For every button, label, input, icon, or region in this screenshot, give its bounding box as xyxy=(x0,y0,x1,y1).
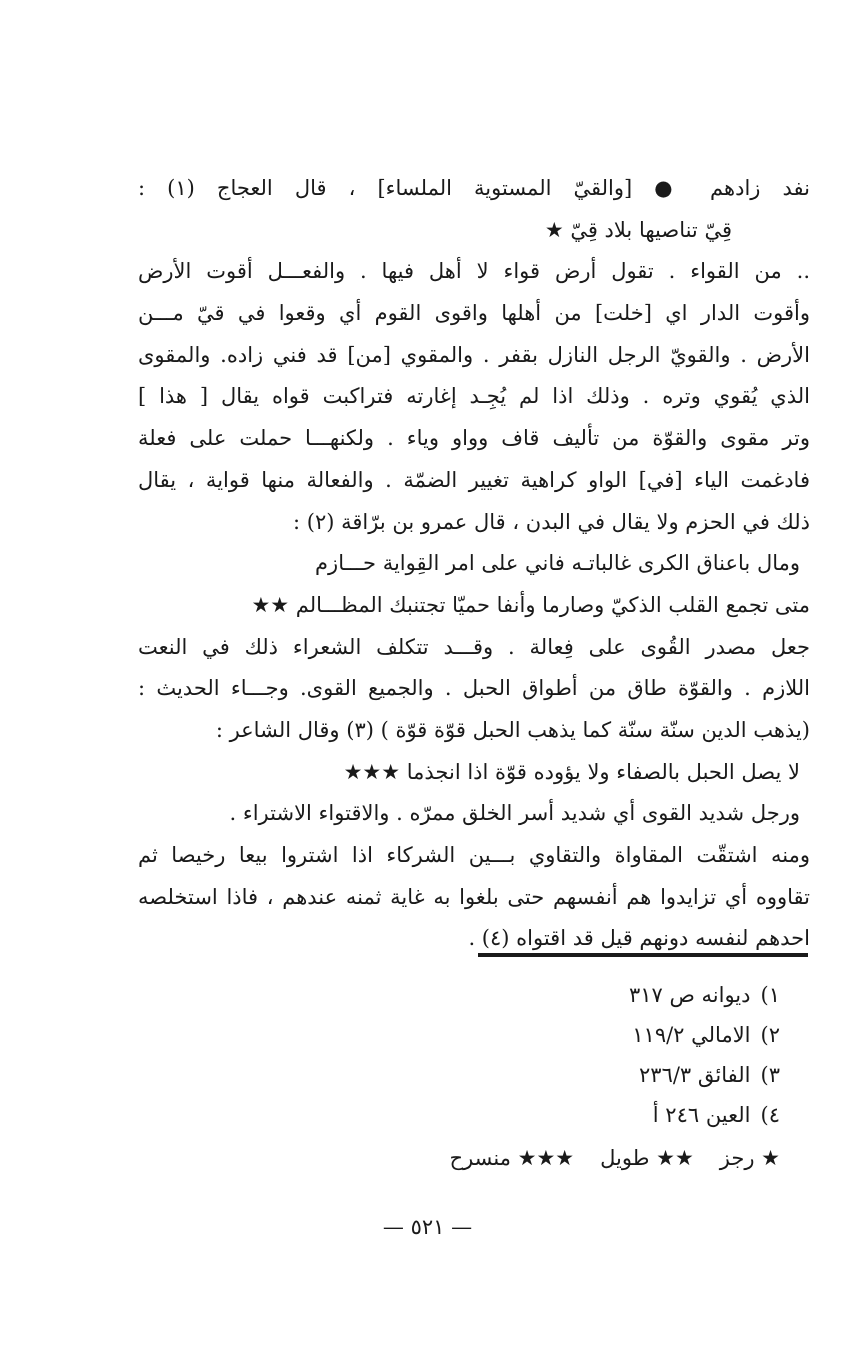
footnote-text: العين ٢٤٦ أ xyxy=(652,1103,751,1127)
legend-munsarih: ★★★ منسرح xyxy=(449,1146,575,1170)
footnote-number: ١) xyxy=(760,983,780,1007)
verse-line: لا يصل الحبل بالصفاء ولا يؤوده قوّة اذا انجذما ★★★ xyxy=(343,759,800,784)
text-line: الأرض . والقويّ الرجل النازل بقفر . والمقوي [من] قد فني زاده. والمقوى xyxy=(138,342,810,367)
footnote-divider xyxy=(478,953,808,957)
footnote-item xyxy=(380,1055,780,1095)
footnote-text: الفائق ٢٣٦/٣ xyxy=(639,1063,751,1087)
verse-line: متى تجمع القلب الذكيّ وصارما وأنفا حميّا تجتنبك المظـــالم ★★ xyxy=(251,592,810,617)
text-line: اللازم . والقوّة طاق من أطواق الحبل . والجميع القوى. وجـــاء الحديث : xyxy=(138,676,810,701)
legend-rajaz: ★ رجز xyxy=(719,1146,780,1170)
text-line: تقاووه أي تزايدوا هم أنفسهم حتى بلغوا به غاية ثمنه عندهم ، فاذا استخلصه xyxy=(138,884,810,909)
text-line: وأقوت الدار اي [خلت] من أهلها واقوى القوم أي وقعوا في قيّ مـــن xyxy=(138,301,810,326)
text-line: وتر مقوى والقوّة من تأليف قاف وواو وياء . ولكنهـــا حملت على فعلة xyxy=(138,426,810,451)
footnote-item xyxy=(380,1015,780,1055)
footnote-number: ٣) xyxy=(760,1063,780,1087)
text-line: ورجل شديد القوى أي شديد أسر الخلق ممرّه . والاقتواء الاشتراء . xyxy=(229,801,800,826)
text-line: ومنه اشتقّت المقاواة والتقاوي بـــين الشركاء اذا اشتروا بيعا رخيصا ثم xyxy=(138,843,810,867)
footnote-text: الامالي ١١٩/٢ xyxy=(632,1023,751,1047)
footnote-item xyxy=(380,975,780,1015)
main-text xyxy=(138,168,810,960)
text-line: نفد زادهم ● [والقيّ المستوية الملساء] ، قال العجاج (١) : xyxy=(138,176,810,200)
text-line: فادغمت الياء [في] الواو كراهية تغيير الضمّة . والفعالة منها قواية ، يقال xyxy=(138,467,810,492)
footnote-text: ديوانه ص ٣١٧ xyxy=(628,983,751,1007)
verse-line: قِيّ تناصيها بلاد قِيّ ★ xyxy=(544,217,732,242)
verse-line: ومال باعناق الكرى غالباتـه فاني على امر القِواية حـــازم xyxy=(315,551,800,576)
text-line: احدهم لنفسه دونهم قيل قد اقتواه (٤) . xyxy=(468,926,810,951)
footnote-item xyxy=(380,1095,780,1135)
footnote-number: ٤) xyxy=(760,1103,780,1127)
meter-legend xyxy=(380,1138,780,1178)
footnote-number: ٢) xyxy=(760,1023,780,1047)
text-line: جعل مصدر القُوى على فِعالة . وقـــد تتكلف الشعراء ذلك في النعت xyxy=(138,634,810,659)
text-line: (يذهب الدين سنّة سنّة كما يذهب الحبل قوّة قوّة ) (٣) وقال الشاعر : xyxy=(215,717,810,742)
text-line: ذلك في الحزم ولا يقال في البدن ، قال عمرو بن برّاقة (٢) : xyxy=(293,509,810,534)
footnotes xyxy=(380,975,780,1135)
legend-tawil: ★★ طويل xyxy=(600,1146,694,1170)
text-line: الذي يُقوي وتره . وذلك اذا لم يُجِـد إغارته فتراكبت قواه يقال [ هذا ] xyxy=(138,384,810,409)
text-line: .. من القواء . تقول أرض قواء لا أهل فيها . والفعـــل أقوت الأرض xyxy=(138,259,810,284)
page-number: — ٥٢١ — xyxy=(382,1215,473,1239)
